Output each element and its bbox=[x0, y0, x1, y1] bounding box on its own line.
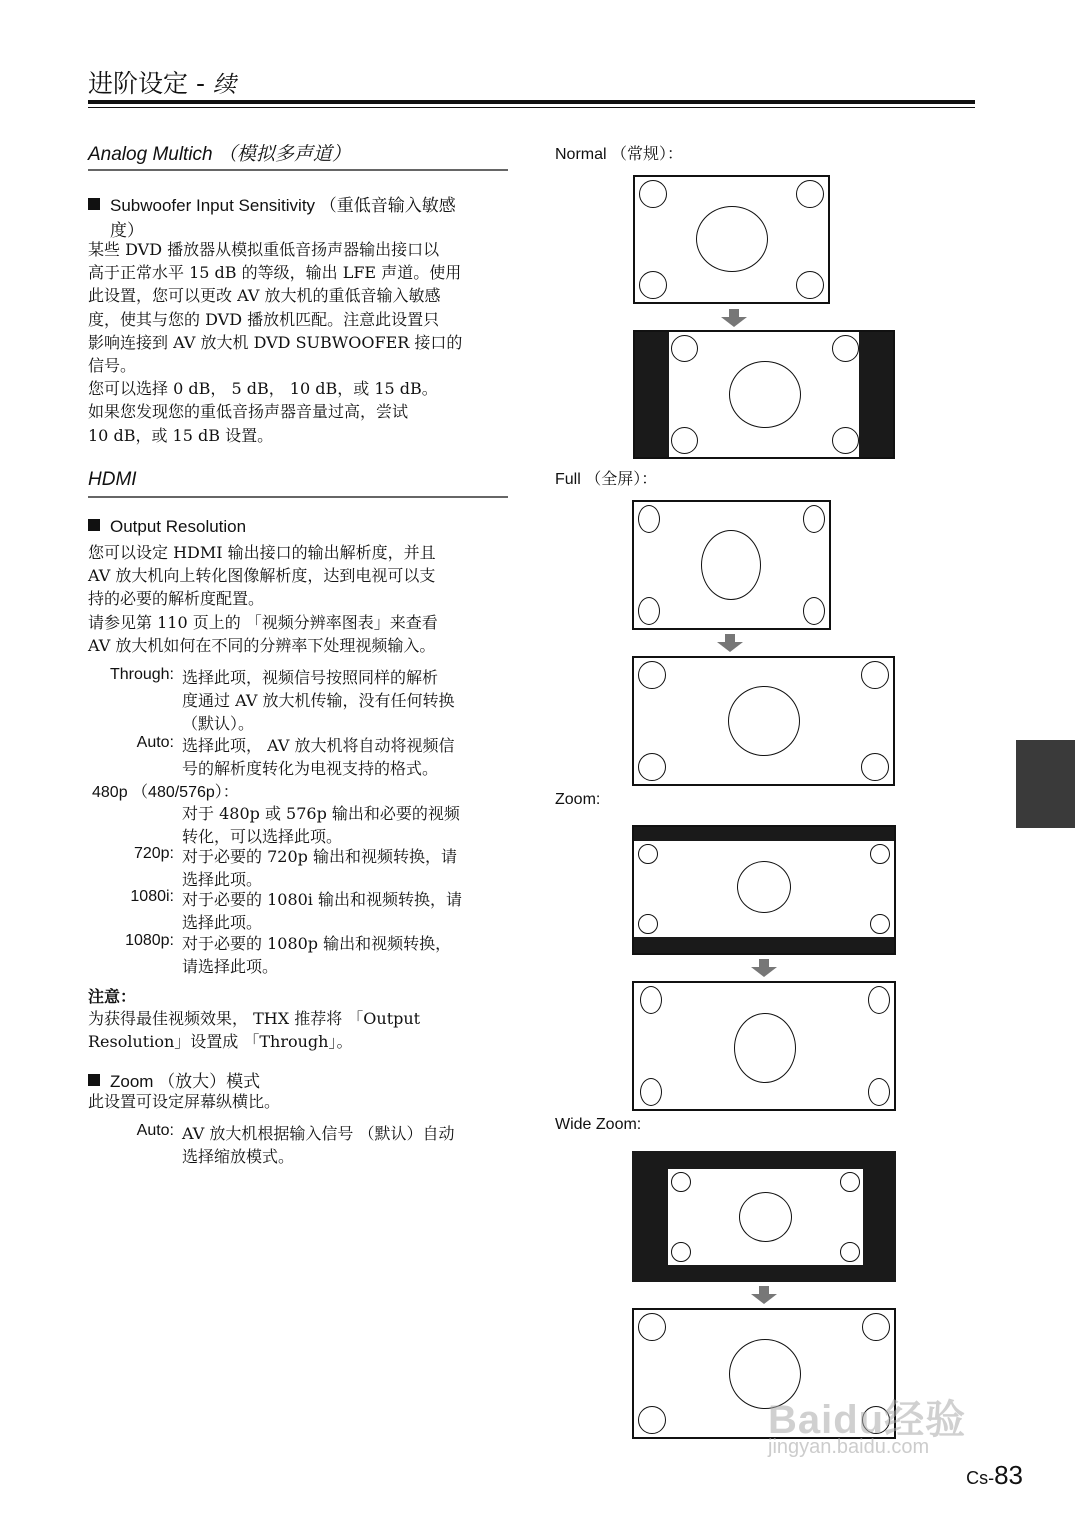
corner-circle bbox=[638, 1406, 666, 1434]
page-number-value: 83 bbox=[994, 1460, 1023, 1490]
normal-source-screen bbox=[633, 175, 830, 304]
section-title-hdmi: HDMI bbox=[88, 469, 137, 490]
corner-circle bbox=[796, 271, 824, 299]
analog-body bbox=[88, 238, 508, 447]
page-number bbox=[966, 1460, 1023, 1491]
center-circle bbox=[696, 206, 768, 272]
text-line: 请参见第 110 页上的 「视频分辨率图表」来查看 bbox=[88, 612, 438, 632]
term-720p: 720p: bbox=[133, 845, 174, 862]
corner-circle bbox=[803, 597, 825, 625]
down-arrow-icon bbox=[751, 959, 777, 977]
center-circle bbox=[729, 361, 801, 428]
hdmi-body bbox=[88, 541, 508, 657]
corner-circle bbox=[639, 271, 667, 299]
corner-circle bbox=[868, 986, 890, 1014]
figure-label-full: Full （全屏）： bbox=[555, 471, 658, 488]
corner-circle bbox=[671, 1172, 691, 1192]
corner-circle bbox=[840, 1172, 860, 1192]
figure-label-normal: Normal （常规）： bbox=[555, 146, 684, 163]
bullet-square bbox=[88, 519, 100, 531]
corner-circle bbox=[638, 661, 666, 689]
text-line: 影响连接到 AV 放大机 DVD SUBWOOFER 接口的 bbox=[88, 332, 463, 352]
text-line: 持的必要的解析度配置。 bbox=[88, 589, 265, 609]
corner-circle bbox=[862, 1313, 890, 1341]
item-heading-zoom: Zoom （放大）模式 bbox=[88, 1067, 260, 1092]
corner-circle bbox=[638, 844, 658, 864]
definition-480p: 对于 480p 或 576p 输出和必要的视频 转化，可以选择此项。 bbox=[182, 804, 460, 846]
corner-circle bbox=[671, 427, 698, 454]
term-1080i: 1080i: bbox=[130, 888, 174, 905]
center-circle bbox=[737, 861, 791, 913]
text-line: 此设置，您可以更改 AV 放大机的重低音输入敏感 bbox=[88, 286, 441, 306]
section-rule bbox=[88, 496, 508, 498]
center-circle bbox=[739, 1192, 792, 1242]
text-line: 如果您发现您的重低音扬声器音量过高，尝试 bbox=[88, 402, 409, 422]
corner-circle bbox=[671, 335, 698, 362]
chapter-tab bbox=[1016, 740, 1075, 828]
pillar-bar bbox=[859, 332, 893, 457]
term-zoom-auto: Auto: bbox=[136, 1122, 174, 1139]
text-line: AV 放大机向上转化图像解析度，达到电视可以支 bbox=[88, 566, 436, 586]
header-rule-thin bbox=[88, 107, 975, 108]
term-through: Through: bbox=[109, 666, 174, 683]
corner-circle bbox=[640, 1078, 662, 1106]
term-480p: 480p （480/576p）： bbox=[92, 784, 239, 801]
text-line: 度，使其与您的 DVD 播放机匹配。注意此设置只 bbox=[88, 309, 440, 329]
corner-circle bbox=[803, 505, 825, 533]
center-circle bbox=[701, 530, 761, 600]
text-line: 某些 DVD 播放器从模拟重低音扬声器输出接口以 bbox=[88, 240, 440, 259]
definition-through: 选择此项，视频信号按照同样的解析 度通过 AV 放大机传输，没有任何转换 （默认）。 bbox=[182, 668, 455, 733]
section-rule bbox=[88, 169, 508, 171]
header-subtitle: 续 bbox=[212, 72, 236, 98]
corner-circle bbox=[832, 427, 859, 454]
zoom-result-screen bbox=[632, 981, 896, 1111]
corner-circle bbox=[796, 180, 824, 208]
corner-circle bbox=[671, 1242, 691, 1262]
zoom-body: 此设置可设定屏幕纵横比。 bbox=[88, 1092, 281, 1111]
item-heading-subwoofer: Subwoofer Input Sensitivity （重低音输入敏感 bbox=[88, 191, 456, 216]
watermark-logo: Baidu经验 bbox=[768, 1398, 967, 1442]
zoom-source-screen bbox=[632, 825, 896, 955]
corner-circle bbox=[638, 753, 666, 781]
wide-zoom-source-screen bbox=[632, 1151, 896, 1282]
center-circle bbox=[734, 1013, 796, 1083]
watermark-url: jingyan.baidu.com bbox=[768, 1436, 930, 1458]
corner-circle bbox=[638, 597, 660, 625]
down-arrow-icon bbox=[721, 309, 747, 327]
center-circle bbox=[728, 686, 800, 756]
corner-circle bbox=[861, 753, 889, 781]
section-title-analog: Analog Multich （模拟多声道） bbox=[88, 144, 351, 165]
header-rule bbox=[88, 100, 975, 104]
letterbox-bar bbox=[634, 937, 894, 953]
header-separator: - bbox=[188, 69, 213, 98]
down-arrow-icon bbox=[717, 634, 743, 652]
corner-circle bbox=[638, 914, 658, 934]
inner-picture bbox=[668, 1169, 863, 1265]
page-prefix: Cs- bbox=[966, 1468, 995, 1488]
letterbox-bar bbox=[634, 827, 894, 841]
corner-circle bbox=[840, 1242, 860, 1262]
corner-circle bbox=[870, 844, 890, 864]
corner-circle bbox=[638, 505, 660, 533]
corner-circle bbox=[832, 335, 859, 362]
term-1080p: 1080p: bbox=[125, 932, 174, 949]
text-line: 您可以选择 0 dB， 5 dB， 10 dB，或 15 dB。 bbox=[88, 379, 438, 399]
item-heading-subwoofer-cont: 度） bbox=[110, 221, 144, 240]
definition-zoom-auto: AV 放大机根据输入信号 （默认）自动 选择缩放模式。 bbox=[182, 1124, 455, 1166]
text-line: AV 放大机如何在不同的分辨率下处理视频输入。 bbox=[88, 635, 436, 655]
full-result-screen bbox=[632, 656, 895, 786]
down-arrow-icon bbox=[751, 1286, 777, 1304]
definition-720p: 对于必要的 720p 输出和视频转换，请 选择此项。 bbox=[182, 847, 457, 889]
pillar-bar bbox=[635, 332, 669, 457]
corner-circle bbox=[868, 1078, 890, 1106]
corner-circle bbox=[870, 914, 890, 934]
corner-circle bbox=[639, 180, 667, 208]
full-source-screen bbox=[632, 500, 831, 630]
figure-label-wide-zoom: Wide Zoom: bbox=[555, 1116, 642, 1133]
text-line: 信号。 bbox=[88, 356, 137, 376]
definition-1080i: 对于必要的 1080i 输出和视频转换，请 选择此项。 bbox=[182, 890, 463, 932]
note-heading: 注意： bbox=[88, 989, 137, 1006]
normal-result-screen bbox=[633, 330, 895, 459]
corner-circle bbox=[861, 661, 889, 689]
bullet-square bbox=[88, 198, 100, 210]
text-line: 您可以设定 HDMI 输出接口的输出解析度，并且 bbox=[88, 543, 436, 562]
definition-auto: 选择此项， AV 放大机将自动将视频信 号的解析度转化为电视支持的格式。 bbox=[182, 736, 455, 778]
figure-label-zoom: Zoom: bbox=[555, 791, 601, 808]
text-line: 10 dB，或 15 dB 设置。 bbox=[88, 425, 274, 445]
definition-1080p: 对于必要的 1080p 输出和视频转换， 请选择此项。 bbox=[182, 934, 452, 976]
note-body: 为获得最佳视频效果， THX 推荐将 「Output Resolution」设置成 「Through」。 bbox=[88, 1009, 421, 1052]
header-title: 进阶设定 bbox=[88, 69, 189, 98]
term-auto: Auto: bbox=[136, 734, 174, 751]
corner-circle bbox=[638, 1313, 666, 1341]
text-line: 高于正常水平 15 dB 的等级，输出 LFE 声道。使用 bbox=[88, 263, 462, 283]
bullet-square bbox=[88, 1074, 100, 1086]
page-header bbox=[88, 64, 236, 100]
item-heading-output-resolution: Output Resolution bbox=[88, 517, 246, 537]
corner-circle bbox=[640, 986, 662, 1014]
